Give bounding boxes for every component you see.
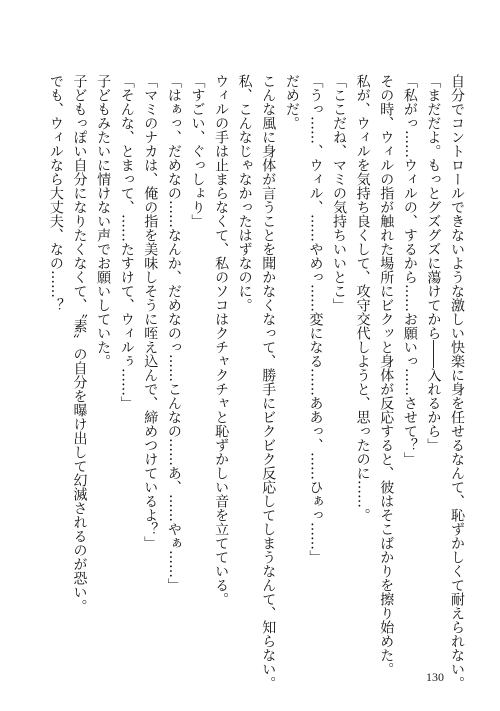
text-line: 「すごい、ぐっしょり」 (189, 74, 206, 228)
text-line: 「うっ……、ウィル、……やめっ……変になる……ああっ、……ひぁっ……」 (307, 74, 324, 564)
text-line: 子どもっぽい自分になりたくなくて、〝素〟の自分を曝け出して幻滅されるのが恐い。 (71, 74, 88, 613)
text-line: 自分でコントロールできないような激しい快楽に身を任せるなんて、恥ずかしくて耐えられない。 (449, 74, 465, 690)
text-line: でも、ウィルなら大丈夫、なの……？ (47, 74, 64, 312)
text-line: 「私がっ……ウィルの、するから……お願いっ……させて？」 (401, 74, 418, 466)
text-line: 子どもみたいに情けない声でお願いしていた。 (95, 74, 112, 368)
text-line: 私が、ウィルを気持ち良くして、攻守交代しようと、思ったのに……。 (354, 74, 371, 522)
text-line: だめだ。 (283, 74, 300, 130)
text-line: 「そんな、とまって、……たすけて、ウィルぅ……」 (118, 74, 135, 410)
text-line: 「マミのナカは、俺の指を美味しそうに咥え込んで、締めつけているよ？」 (142, 74, 159, 550)
text-line: 「はぁっ、だめなの……なんか、だめなのっ……こんなの……あ、……やぁ……」 (165, 74, 182, 592)
text-line: 「まだだよ。もっとグズグズに蕩けてから――入れるから」 (425, 74, 442, 452)
text-line: 「ここだね、マミの気持ちいいとこ」 (331, 74, 348, 312)
text-line: こんな風に身体が言うことを聞かなくなって、勝手にビクビク反応してしまうなんて、知らない。 (260, 74, 277, 690)
text-line: ウィルの手は止まらなくて、私のソコはクチャクチャと恥ずかしい音を立てている。 (213, 74, 230, 606)
page-number: 130 (426, 670, 444, 684)
text-line: 私、こんなじゃなかったはずなのに。 (236, 74, 253, 312)
text-line: その時、ウィルの指が触れた場所にビクッと身体が反応すると、彼はそこばかりを擦り始めた。 (378, 74, 395, 676)
